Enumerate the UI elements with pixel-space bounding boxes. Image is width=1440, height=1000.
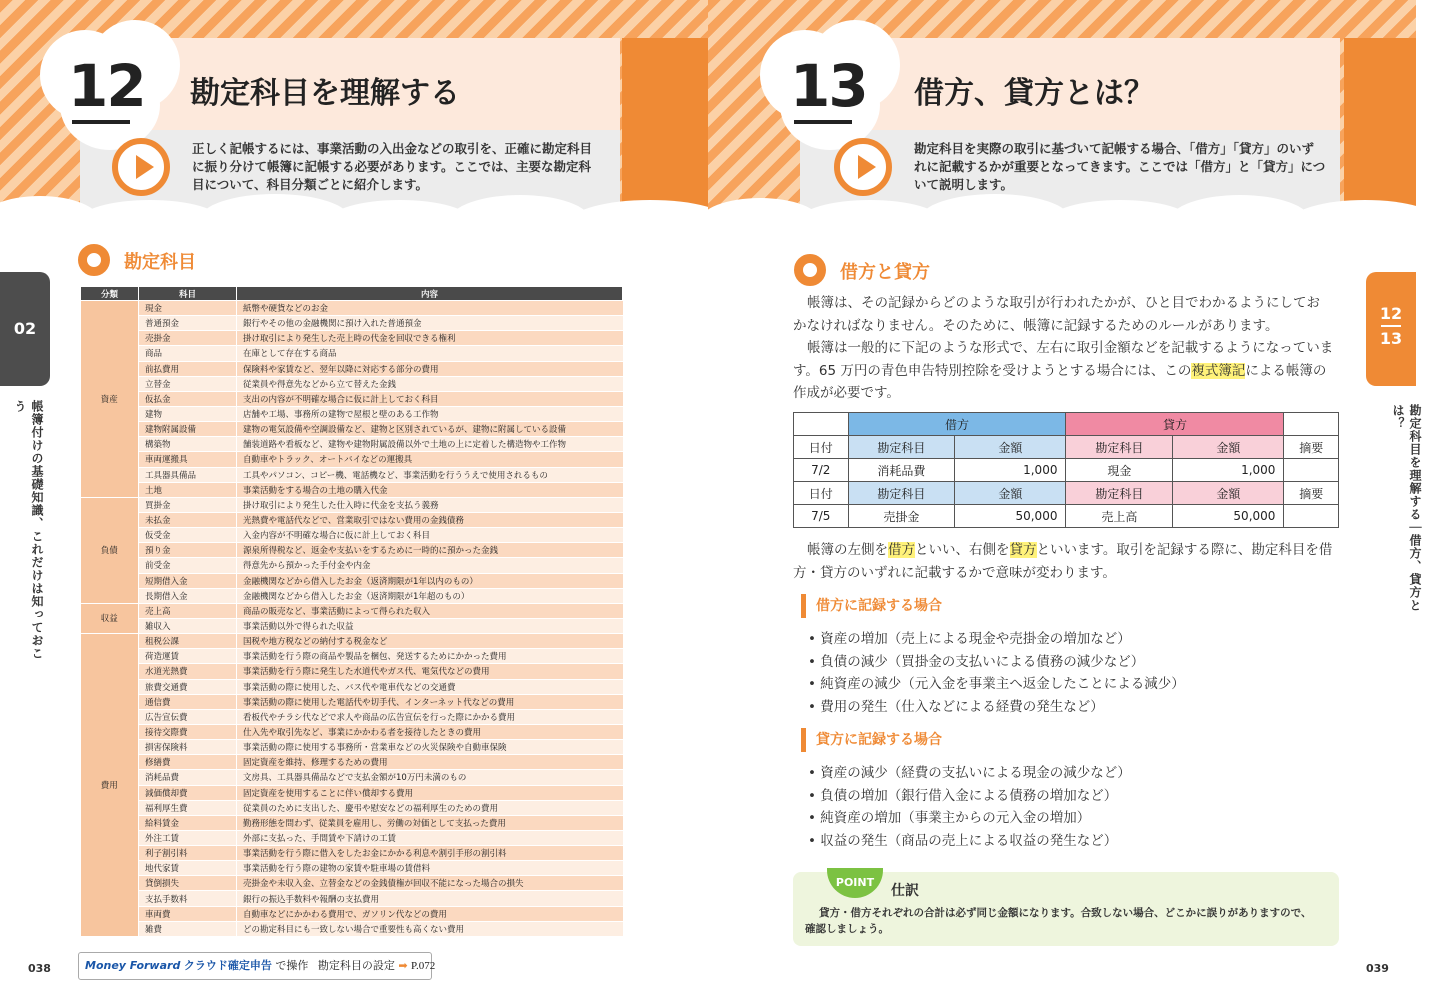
- lead-text-right: 勘定科目を実際の取引に基づいて記帳する場合、「借方」「貸方」のいず れに記載するかが重要となってきます。ここでは「借方」と「貸方」につ いて説明します。: [914, 141, 1326, 192]
- account-name-cell: 地代家賃: [139, 861, 237, 876]
- tab-top-number: 12: [1379, 304, 1403, 323]
- account-name-cell: 構築物: [139, 437, 237, 452]
- account-description-cell: 保険料や家賃など、翌年以降に対応する部分の費用: [237, 361, 623, 376]
- right-side-text: 勘定科目を理解する｜借方、貸方とは？: [1391, 404, 1422, 612]
- account-description-cell: 入金内容が不明確な場合に仮に計上しておく科目: [237, 528, 623, 543]
- account-description-cell: 金融機関などから借入したお金（返済期限が1年超のもの）: [237, 588, 623, 603]
- account-description-cell: 事業活動を行う際の建物の家賃や駐車場の賃借料: [237, 861, 623, 876]
- account-name-cell: 長期借入金: [139, 588, 237, 603]
- account-description-cell: 事業活動の際に使用する事務所・営業車などの火災保険や自動車保険: [237, 740, 623, 755]
- chapter-number-left: 12: [68, 52, 145, 120]
- account-name-cell: 売掛金: [139, 331, 237, 346]
- blank-cell: [1284, 413, 1339, 436]
- list-item: • 資産の減少（経費の支払いによる現金の減少など）: [808, 765, 1131, 781]
- column-header: 内容: [237, 287, 623, 301]
- account-name-cell: 売上高: [139, 603, 237, 618]
- paragraph-3: [793, 539, 1339, 584]
- p2-text: による帳簿の: [1245, 362, 1327, 379]
- p2-line: 帳簿は一般的に下記のような形式で、左右に取引金額などを記載するようになっていま: [807, 340, 1334, 356]
- table-row: [81, 724, 623, 739]
- section-title-debit-credit: 借方と貸方: [840, 262, 930, 283]
- account-name-cell: 減価償却費: [139, 785, 237, 800]
- debit-header: 借方: [848, 413, 1066, 436]
- cloud-edge: [800, 200, 940, 240]
- table-row: [81, 755, 623, 770]
- category-cell: 負債: [81, 497, 139, 603]
- chapter-side-text: 帳簿付けの基礎知識、これだけは知っておこう: [13, 400, 44, 660]
- page-number-right: 039: [1366, 962, 1389, 975]
- table-row: [81, 679, 623, 694]
- category-cell: 費用: [81, 634, 139, 937]
- table-row: [81, 528, 623, 543]
- tab-divider: [1381, 325, 1401, 327]
- column-header: 分類: [81, 287, 139, 301]
- account-description-cell: 事業活動を行う際の商品や製品を梱包、発送するためにかかった費用: [237, 649, 623, 664]
- ledger-table: [793, 412, 1339, 528]
- ledger-credit-amount: 50,000: [1173, 505, 1284, 528]
- account-description-cell: 売掛金や未収入金、立替金などの金銭債権が回収不能になった場合の損失: [237, 876, 623, 891]
- point-line: 貸方・借方それぞれの合計は必ず同じ金額になります。合致しない場合、どこかに誤りがありますので、: [819, 907, 1312, 919]
- account-name-cell: 荷造運賃: [139, 649, 237, 664]
- account-name-cell: 普通預金: [139, 316, 237, 331]
- memo-header: 摘要: [1284, 436, 1339, 459]
- account-description-cell: 在庫として存在する商品: [237, 346, 623, 361]
- subheading-credit: 貸方に記録する場合: [801, 728, 942, 752]
- page-title-left: 勘定科目を理解する: [190, 76, 460, 111]
- account-description-cell: 事業活動を行う際に借入をしたお金にかかる利息や割引手形の割引料: [237, 846, 623, 861]
- tab-bottom-number: 13: [1379, 329, 1403, 348]
- p2-line: [793, 360, 1339, 383]
- cloud-edge: [330, 200, 470, 240]
- account-name-cell: 仮払金: [139, 391, 237, 406]
- account-name-cell: 広告宣伝費: [139, 709, 237, 724]
- p3-text: 帳簿の左側を: [807, 542, 888, 558]
- account-name-cell: 福利厚生費: [139, 800, 237, 815]
- table-row: [81, 634, 623, 649]
- cloud-edge: [1170, 195, 1310, 245]
- table-row: [81, 301, 623, 316]
- chapter-number-right: 13: [790, 52, 867, 120]
- date-header: 日付: [794, 482, 849, 505]
- account-name-cell: 未払金: [139, 512, 237, 527]
- category-cell: 資産: [81, 301, 139, 498]
- account-header: 勘定科目: [848, 482, 955, 505]
- highlight-term: 複式簿記: [1191, 362, 1246, 379]
- account-header: 勘定科目: [1066, 482, 1173, 505]
- account-description-cell: 光熱費や電話代などで、営業取引ではない費用の金銭債務: [237, 512, 623, 527]
- table-row: [81, 331, 623, 346]
- p3-line: [793, 539, 1339, 562]
- table-row: [81, 512, 623, 527]
- table-row: [81, 437, 623, 452]
- account-description-cell: 国税や地方税などの納付する税金など: [237, 634, 623, 649]
- table-row: [81, 800, 623, 815]
- p3-text: といい、右側を: [915, 542, 1010, 558]
- account-name-cell: 旅費交通費: [139, 679, 237, 694]
- ledger-debit-account: 売掛金: [848, 505, 955, 528]
- list-item: • 費用の発生（仕入などによる経費の発生など）: [808, 698, 1104, 715]
- account-name-cell: 支払手数料: [139, 891, 237, 906]
- lead-text-left: 正しく記帳するには、事業活動の入出金などの取引を、正確に勘定科目 に振り分けて帳簿に記帳する必要があります。ここでは、主要な勘定科 目について、科目分類ごとに紹介します。: [192, 141, 593, 192]
- account-name-cell: 雑収入: [139, 618, 237, 633]
- table-row: [81, 346, 623, 361]
- highlight-term: 借方: [888, 542, 915, 558]
- account-description-cell: 紙幣や硬貨などのお金: [237, 301, 623, 316]
- account-name-cell: 車両費: [139, 906, 237, 921]
- chapter-side-tab-right: [1366, 272, 1416, 386]
- amount-header: 金額: [955, 482, 1066, 505]
- ledger-debit-amount: 1,000: [955, 459, 1066, 482]
- account-name-cell: 通信費: [139, 694, 237, 709]
- table-row: [81, 573, 623, 588]
- account-description-cell: 看板代やチラシ代などで求人や商品の広告宣伝を行った際にかかる費用: [237, 709, 623, 724]
- footer-ref[interactable]: P.072: [411, 960, 436, 972]
- account-name-cell: 水道光熱費: [139, 664, 237, 679]
- p1-line: 帳簿は、その記録からどのような取引が行われたかが、ひと目でわかるようにしてお: [807, 295, 1320, 311]
- page-number-left: 038: [28, 962, 51, 975]
- account-description-cell: 事業活動をする場合の土地の購入代金: [237, 482, 623, 497]
- ledger-memo: [1284, 459, 1339, 482]
- amount-header: 金額: [1173, 436, 1284, 459]
- ledger-memo: [1284, 505, 1339, 528]
- point-line: 確認しましょう。: [805, 923, 889, 935]
- account-description-cell: 掛け取引により発生した仕入時に代金を支払う義務: [237, 497, 623, 512]
- list-item: • 負債の増加（銀行借入金による債務の増加など）: [808, 787, 1118, 804]
- account-description-cell: 文房具、工具器具備品などで支払金額が10万円未満のもの: [237, 770, 623, 785]
- account-name-cell: 商品: [139, 346, 237, 361]
- table-row: [81, 497, 623, 512]
- point-box: [793, 872, 1339, 946]
- ledger-debit-amount: 50,000: [955, 505, 1066, 528]
- account-description-cell: 従業員や得意先などから立て替えた金銭: [237, 376, 623, 391]
- account-description-cell: 銀行やその他の金融機関に預け入れた普通預金: [237, 316, 623, 331]
- account-name-cell: 修繕費: [139, 755, 237, 770]
- account-name-cell: 前払費用: [139, 361, 237, 376]
- account-name-cell: 現金: [139, 301, 237, 316]
- accounts-table: [80, 286, 623, 937]
- p3-text: といいます。取引を記録する際に、勘定科目を借: [1036, 542, 1333, 558]
- account-name-cell: 預り金: [139, 543, 237, 558]
- point-title: 仕訳: [891, 883, 919, 899]
- table-row: [81, 906, 623, 921]
- account-name-cell: 立替金: [139, 376, 237, 391]
- account-name-cell: 接待交際費: [139, 724, 237, 739]
- number-underline: [794, 120, 852, 124]
- account-name-cell: 土地: [139, 482, 237, 497]
- ledger-credit-account: 売上高: [1066, 505, 1173, 528]
- cloud-edge: [450, 195, 590, 245]
- account-description-cell: 商品の販売など、事業活動によって得られた収入: [237, 603, 623, 618]
- table-row: [81, 861, 623, 876]
- software-footer: [78, 952, 436, 980]
- play-icon: [112, 138, 170, 196]
- cloud-edge: [80, 200, 220, 240]
- table-row: [81, 846, 623, 861]
- account-description-cell: 固定資産を維持、修理するための費用: [237, 755, 623, 770]
- ledger-date: 7/2: [794, 459, 849, 482]
- account-name-cell: 車両運搬具: [139, 452, 237, 467]
- account-name-cell: 買掛金: [139, 497, 237, 512]
- account-description-cell: どの勘定科目にも一致しない場合で重要性も高くない費用: [237, 921, 623, 936]
- ledger-date: 7/5: [794, 505, 849, 528]
- table-row: [81, 452, 623, 467]
- account-description-cell: 事業活動以外で得られた収益: [237, 618, 623, 633]
- table-row: [81, 543, 623, 558]
- table-row: [81, 467, 623, 482]
- page-title-right: 借方、貸方とは？: [914, 76, 1154, 111]
- account-name-cell: 損害保険料: [139, 740, 237, 755]
- table-row: [81, 361, 623, 376]
- column-header: 科目: [139, 287, 237, 301]
- account-description-cell: 店舗や工場、事務所の建物で屋根と壁のある工作物: [237, 406, 623, 421]
- list-item: • 資産の増加（売上による現金や売掛金の増加など）: [808, 631, 1131, 647]
- table-row: [81, 422, 623, 437]
- play-icon: [834, 138, 892, 196]
- point-badge: POINT: [827, 868, 883, 898]
- cloud-edge: [1050, 200, 1190, 240]
- p3-line: 方・貸方のいずれに記載するかで意味が変わります。: [793, 564, 1116, 581]
- account-description-cell: 仕入先や取引先など、事業にかかわる者を接待したときの費用: [237, 724, 623, 739]
- list-item: • 負債の減少（買掛金の支払いによる債務の減少など）: [808, 653, 1145, 670]
- header-orange-block-left: [622, 38, 708, 210]
- table-row: [81, 891, 623, 906]
- table-row: [81, 664, 623, 679]
- account-description-cell: 工具やパソコン、コピー機、電話機など、事業活動を行ううえで使用されるもの: [237, 467, 623, 482]
- account-name-cell: 外注工賃: [139, 830, 237, 845]
- p1-line: かなければなりません。そのために、帳簿に記録するためのルールがあります。: [793, 317, 1279, 334]
- table-row: [81, 921, 623, 936]
- footer-op: で操作: [275, 959, 309, 972]
- table-row: [81, 558, 623, 573]
- account-description-cell: 得意先から預かった手付金や内金: [237, 558, 623, 573]
- cloud-edge: [1290, 200, 1440, 244]
- table-row: [81, 785, 623, 800]
- memo-header: 摘要: [1284, 482, 1339, 505]
- point-text: [805, 905, 1330, 937]
- account-header: 勘定科目: [1066, 436, 1173, 459]
- p2-text: す。65 万円の青色申告特別控除を受けようとする場合には、この: [793, 362, 1192, 379]
- amount-header: 金額: [955, 436, 1066, 459]
- number-underline: [72, 120, 130, 124]
- category-cell: 収益: [81, 603, 139, 633]
- subheading-debit: 借方に記録する場合: [801, 594, 942, 618]
- account-name-cell: 給料賃金: [139, 815, 237, 830]
- account-description-cell: 外部に支払った、手間賃や下請けの工賃: [237, 830, 623, 845]
- ledger-credit-account: 現金: [1066, 459, 1173, 482]
- account-name-cell: 建物附属設備: [139, 422, 237, 437]
- account-description-cell: 事業活動の際に使用した、バス代や電車代などの交通費: [237, 679, 623, 694]
- cloud-edge: [920, 194, 1070, 244]
- account-description-cell: 勤務形態を問わず、従業員を雇用し、労働の対価として支払った費用: [237, 815, 623, 830]
- account-description-cell: 源泉所得税など、返金や支払いをするために一時的に預かった金銭: [237, 543, 623, 558]
- table-row: [81, 376, 623, 391]
- credit-list: [808, 762, 1131, 852]
- account-description-cell: 舗装道路や看板など、建物や建物附属設備以外で土地の上に定着した構造物や工作物: [237, 437, 623, 452]
- account-name-cell: 租税公課: [139, 634, 237, 649]
- section-ring-icon: [794, 254, 826, 286]
- ledger-credit-amount: 1,000: [1173, 459, 1284, 482]
- account-description-cell: 従業員のために支出した、慶弔や慰安などの福利厚生のための費用: [237, 800, 623, 815]
- date-header: 日付: [794, 436, 849, 459]
- table-row: [81, 482, 623, 497]
- credit-header: 貸方: [1066, 413, 1284, 436]
- ledger-debit-account: 消耗品費: [848, 459, 955, 482]
- list-item: • 収益の発生（商品の売上による収益の発生など）: [808, 832, 1118, 849]
- account-description-cell: 固定資産を使用することに伴い償却する費用: [237, 785, 623, 800]
- account-description-cell: 事業活動の際に使用した電話代や切手代、インターネット代などの費用: [237, 694, 623, 709]
- account-name-cell: 貸倒損失: [139, 876, 237, 891]
- account-description-cell: 自動車やトラック、オートバイなどの運搬具: [237, 452, 623, 467]
- cloud-edge: [200, 194, 350, 244]
- section-ring-icon: [78, 244, 110, 276]
- table-row: [81, 876, 623, 891]
- p2-line: 作成が必要です。: [793, 385, 900, 401]
- account-name-cell: 仮受金: [139, 528, 237, 543]
- footer-topic: 勘定科目の設定: [317, 959, 395, 972]
- account-description-cell: 自動車などにかかわる費用で、ガソリン代などの費用: [237, 906, 623, 921]
- list-item: • 純資産の減少（元入金を事業主へ返金したことによる減少）: [808, 676, 1185, 692]
- debit-list: [808, 628, 1185, 718]
- table-row: [81, 618, 623, 633]
- table-row: [81, 588, 623, 603]
- arrow-icon: ➡: [398, 959, 408, 972]
- table-row: [81, 649, 623, 664]
- account-description-cell: 銀行の振込手数料や報酬の支払費用: [237, 891, 623, 906]
- account-name-cell: 短期借入金: [139, 573, 237, 588]
- account-name-cell: 工具器具備品: [139, 467, 237, 482]
- account-name-cell: 利子割引料: [139, 846, 237, 861]
- blank-cell: [794, 413, 849, 436]
- amount-header: 金額: [1173, 482, 1284, 505]
- chapter-side-tab: 02: [0, 272, 50, 386]
- table-row: [81, 770, 623, 785]
- paragraph-1: [793, 292, 1339, 405]
- account-header: 勘定科目: [848, 436, 955, 459]
- table-row: [81, 603, 623, 618]
- account-name-cell: 雑費: [139, 921, 237, 936]
- table-row: [81, 740, 623, 755]
- table-row: [81, 709, 623, 724]
- account-description-cell: 支出の内容が不明確な場合に仮に計上しておく科目: [237, 391, 623, 406]
- table-row: [81, 391, 623, 406]
- table-row: [81, 316, 623, 331]
- account-name-cell: 前受金: [139, 558, 237, 573]
- account-name-cell: 建物: [139, 406, 237, 421]
- table-row: [81, 406, 623, 421]
- table-row: [81, 815, 623, 830]
- account-description-cell: 事業活動を行う際に発生した水道代やガス代、電気代などの費用: [237, 664, 623, 679]
- highlight-term: 貸方: [1009, 542, 1037, 558]
- account-description-cell: 建物の電気設備や空調設備など、建物と区別されているが、建物に附属している設備: [237, 422, 623, 437]
- account-name-cell: 消耗品費: [139, 770, 237, 785]
- account-description-cell: 金融機関などから借入したお金（返済期限が1年以内のもの）: [237, 573, 623, 588]
- section-title-accounts: 勘定科目: [124, 252, 196, 273]
- header-orange-block-right: [1344, 38, 1416, 210]
- table-row: [81, 694, 623, 709]
- list-item: • 純資産の増加（事業主からの元入金の増加）: [808, 810, 1091, 826]
- app-name: クラウド確定申告: [183, 959, 272, 972]
- table-row: [81, 830, 623, 845]
- brand-logo: Money Forward: [85, 959, 181, 972]
- account-description-cell: 掛け取引により発生した売上時の代金を回収できる権利: [237, 331, 623, 346]
